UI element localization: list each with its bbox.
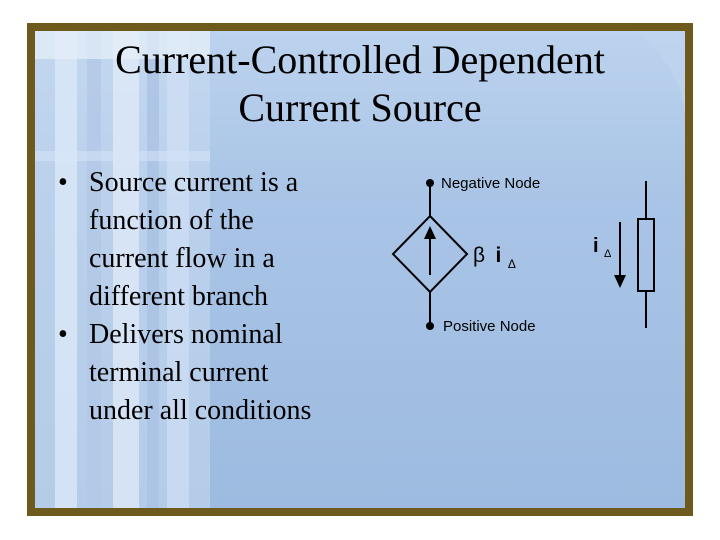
source-current-var: i xyxy=(495,244,502,267)
branch-current-label xyxy=(593,235,612,260)
bullet-1-line-3: current flow in a xyxy=(89,243,275,274)
bullet-2-line-2: terminal current xyxy=(89,357,269,388)
branch-current-sub: Δ xyxy=(604,248,612,260)
bullet-2-line-1: Delivers nominal xyxy=(89,319,283,350)
resistor-icon xyxy=(638,219,654,291)
branch-current-var: i xyxy=(593,235,599,257)
title-line-1: Current-Controlled Dependent xyxy=(115,37,605,82)
arrow-down-icon xyxy=(614,275,626,288)
positive-node-dot xyxy=(426,322,434,330)
arrow-up-icon xyxy=(424,226,436,239)
bullet-dot: • xyxy=(58,319,68,350)
bullet-dot: • xyxy=(58,167,68,198)
title-line-2: Current Source xyxy=(238,85,482,130)
bullet-1-line-4: different branch xyxy=(89,281,269,312)
bullet-1-line-2: function of the xyxy=(89,205,254,236)
positive-node-label: Positive Node xyxy=(443,318,536,335)
bullet-1-line-1: Source current is a xyxy=(89,167,299,198)
source-gain-label xyxy=(473,244,516,271)
bullet-2-line-3: under all conditions xyxy=(89,395,312,426)
negative-node-label: Negative Node xyxy=(441,175,541,192)
beta-symbol: β xyxy=(473,244,486,267)
source-current-sub: Δ xyxy=(507,257,516,271)
